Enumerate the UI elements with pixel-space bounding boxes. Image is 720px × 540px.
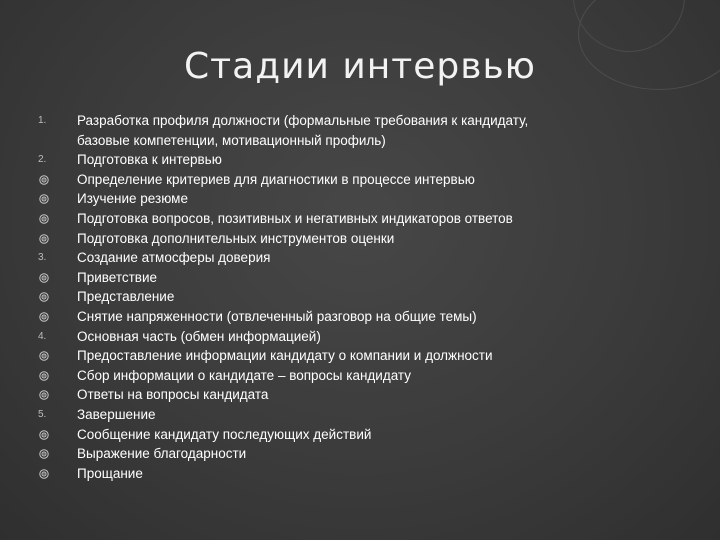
item-text: Представление bbox=[77, 289, 175, 305]
list-item bbox=[38, 131, 698, 151]
item-text: Снятие напряженности (отвлеченный разговор на общие темы) bbox=[77, 308, 477, 324]
list-item bbox=[38, 268, 698, 288]
item-number: 2. bbox=[38, 154, 47, 166]
list-item bbox=[38, 287, 698, 307]
list-item bbox=[38, 209, 698, 229]
list-item bbox=[38, 327, 698, 347]
list-item bbox=[38, 385, 698, 405]
item-text: Ответы на вопросы кандидата bbox=[77, 387, 269, 403]
list-item bbox=[38, 170, 698, 190]
item-text: Приветствие bbox=[77, 269, 158, 285]
item-number: 1. bbox=[38, 115, 47, 126]
item-number: 3. bbox=[38, 252, 47, 264]
list-item bbox=[38, 111, 698, 131]
item-text: базовые компетенции, мотивационный профиль) bbox=[77, 132, 386, 148]
item-text: Определение критериев для диагностики в процессе интервью bbox=[77, 171, 475, 187]
item-text: Завершение bbox=[77, 406, 156, 422]
list-item bbox=[38, 229, 698, 249]
list-item bbox=[38, 444, 698, 464]
list-item bbox=[38, 425, 698, 445]
list-item bbox=[38, 464, 698, 484]
list-item bbox=[38, 189, 698, 209]
list-item bbox=[38, 248, 698, 268]
list-item bbox=[38, 307, 698, 327]
item-text: Подготовка дополнительных инструментов оценки bbox=[77, 230, 395, 246]
list-item bbox=[38, 346, 698, 366]
item-text: Основная часть (обмен информацией) bbox=[77, 328, 321, 344]
item-text: Изучение резюме bbox=[77, 191, 188, 207]
item-text: Подготовка к интервью bbox=[77, 152, 222, 168]
item-text: Предоставление информации кандидату о компании и должности bbox=[77, 348, 493, 364]
item-number: 4. bbox=[38, 330, 47, 342]
item-number: 5. bbox=[38, 408, 47, 420]
item-text: Выражение благодарности bbox=[77, 446, 247, 462]
list-item bbox=[38, 405, 698, 425]
item-text: Разработка профиля должности (формальные требования к кандидату, bbox=[77, 113, 529, 128]
item-text: Прощание bbox=[77, 465, 143, 481]
stages-list bbox=[38, 111, 698, 483]
item-text: Подготовка вопросов, позитивных и негативных индикаторов ответов bbox=[77, 210, 513, 226]
list-item bbox=[38, 150, 698, 170]
list-item bbox=[38, 366, 698, 386]
item-text: Сбор информации о кандидате – вопросы кандидату bbox=[77, 367, 412, 383]
item-text: Сообщение кандидату последующих действий bbox=[77, 426, 372, 442]
item-text: Создание атмосферы доверия bbox=[77, 250, 271, 266]
slide-title: Стадии интервью bbox=[184, 46, 536, 87]
